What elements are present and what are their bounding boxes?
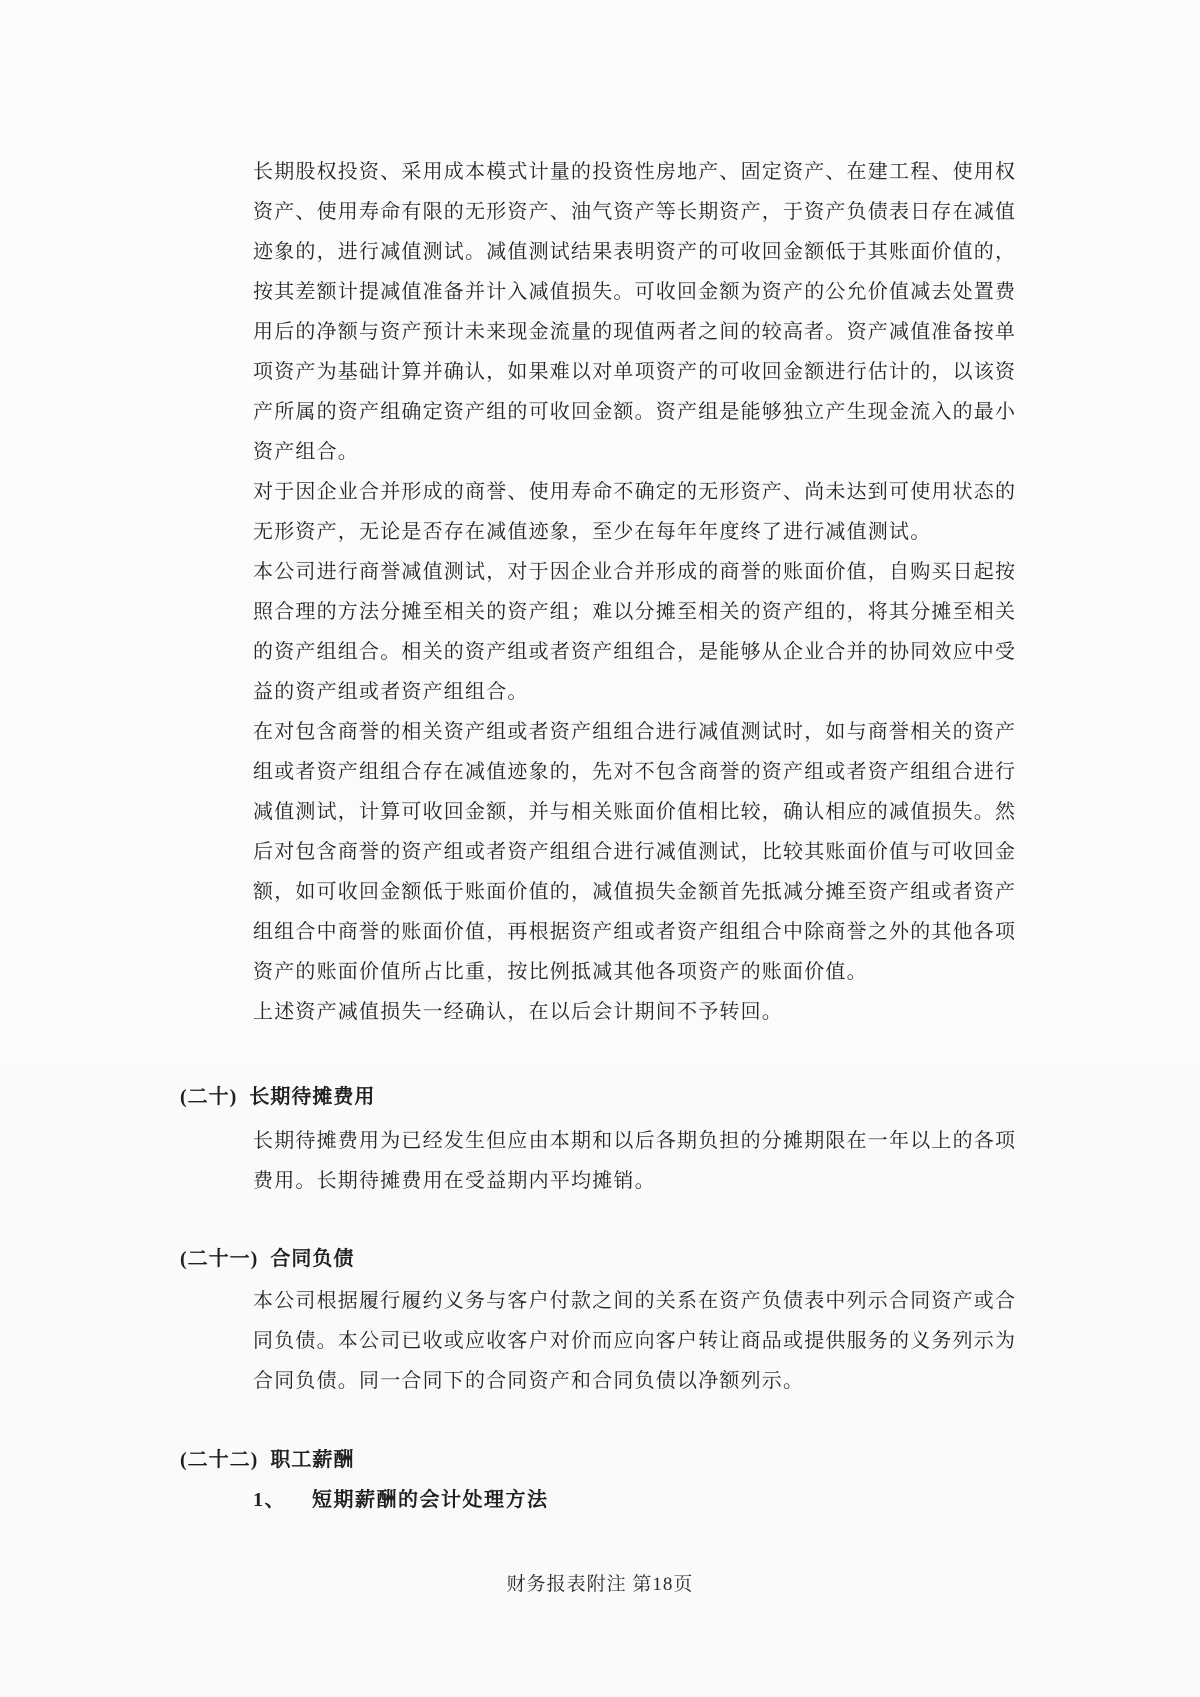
section-number: (二十二) <box>180 1449 259 1471</box>
text-line: 迹象的，进行减值测试。减值测试结果表明资产的可收回金额低于其账面价值的， <box>253 241 1017 263</box>
paragraph-block <box>180 1281 1040 1401</box>
text-line: 本公司根据履行履约义务与客户付款之间的关系在资产负债表中列示合同资产或合 <box>253 1290 1017 1312</box>
section-title: 职工薪酬 <box>270 1449 355 1471</box>
text-line: 长期待摊费用为已经发生但应由本期和以后各期负担的分摊期限在一年以上的各项 <box>253 1130 1017 1152</box>
text-line: 在对包含商誉的相关资产组或者资产组组合进行减值测试时，如与商誉相关的资产 <box>253 721 1017 743</box>
section-heading <box>180 1239 1040 1279</box>
sub-item-title: 短期薪酬的会计处理方法 <box>312 1489 549 1511</box>
text-line: 组或者资产组组合存在减值迹象的，先对不包含商誉的资产组或者资产组组合进行 <box>253 761 1017 783</box>
section-title: 长期待摊费用 <box>249 1086 376 1108</box>
text-line: 上述资产减值损失一经确认，在以后会计期间不予转回。 <box>253 1001 783 1023</box>
text-line: 按其差额计提减值准备并计入减值损失。可收回金额为资产的公允价值减去处置费 <box>253 281 1017 303</box>
text-line: 长期股权投资、采用成本模式计量的投资性房地产、固定资产、在建工程、使用权 <box>253 161 1017 183</box>
text-line: 本公司进行商誉减值测试，对于因企业合并形成的商誉的账面价值，自购买日起按 <box>253 561 1017 583</box>
text-line: 对于因企业合并形成的商誉、使用寿命不确定的无形资产、尚未达到可使用状态的 <box>253 481 1017 503</box>
section-heading <box>180 1077 1040 1117</box>
section-number: (二十) <box>180 1086 238 1108</box>
text-line: 同负债。本公司已收或应收客户对价而应向客户转让商品或提供服务的义务列示为 <box>253 1330 1017 1352</box>
text-line: 产所属的资产组确定资产组的可收回金额。资产组是能够独立产生现金流入的最小 <box>253 401 1017 423</box>
text-line: 后对包含商誉的资产组或者资产组组合进行减值测试，比较其账面价值与可收回金 <box>253 841 1017 863</box>
text-line: 益的资产组或者资产组组合。 <box>253 681 529 703</box>
text-line: 减值测试，计算可收回金额，并与相关账面价值相比较，确认相应的减值损失。然 <box>253 801 1017 823</box>
text-line: 照合理的方法分摊至相关的资产组；难以分摊至相关的资产组的，将其分摊至相关 <box>253 601 1017 623</box>
text-line: 无形资产，无论是否存在减值迹象，至少在每年年度终了进行减值测试。 <box>253 521 932 543</box>
section-heading <box>180 1440 1040 1480</box>
document-content <box>180 152 1040 1520</box>
sub-item-number: 1、 <box>253 1489 286 1511</box>
text-line: 项资产为基础计算并确认，如果难以对单项资产的可收回金额进行估计的，以该资 <box>253 361 1017 383</box>
text-line: 额，如可收回金额低于账面价值的，减值损失金额首先抵减分摊至资产组或者资产 <box>253 881 1017 903</box>
text-line: 用后的净额与资产预计未来现金流量的现值两者之间的较高者。资产减值准备按单 <box>253 321 1017 343</box>
text-line: 的资产组组合。相关的资产组或者资产组组合，是能够从企业合并的协同效应中受 <box>253 641 1017 663</box>
section-number: (二十一) <box>180 1248 259 1270</box>
paragraph-block <box>180 152 1040 1032</box>
text-line: 合同负债。同一合同下的合同资产和合同负债以净额列示。 <box>253 1370 805 1392</box>
text-line: 组组合中商誉的账面价值，再根据资产组或者资产组组合中除商誉之外的其他各项 <box>253 921 1017 943</box>
text-line: 资产的账面价值所占比重，按比例抵减其他各项资产的账面价值。 <box>253 961 868 983</box>
text-line: 资产、使用寿命有限的无形资产、油气资产等长期资产，于资产负债表日存在减值 <box>253 201 1017 223</box>
paragraph-block <box>180 1121 1040 1201</box>
text-line: 资产组合。 <box>253 441 359 463</box>
page-footer: 财务报表附注 第18页 <box>506 1574 694 1595</box>
sub-item-heading <box>253 1480 1040 1520</box>
section-title: 合同负债 <box>270 1248 355 1270</box>
text-line: 费用。长期待摊费用在受益期内平均摊销。 <box>253 1170 656 1192</box>
